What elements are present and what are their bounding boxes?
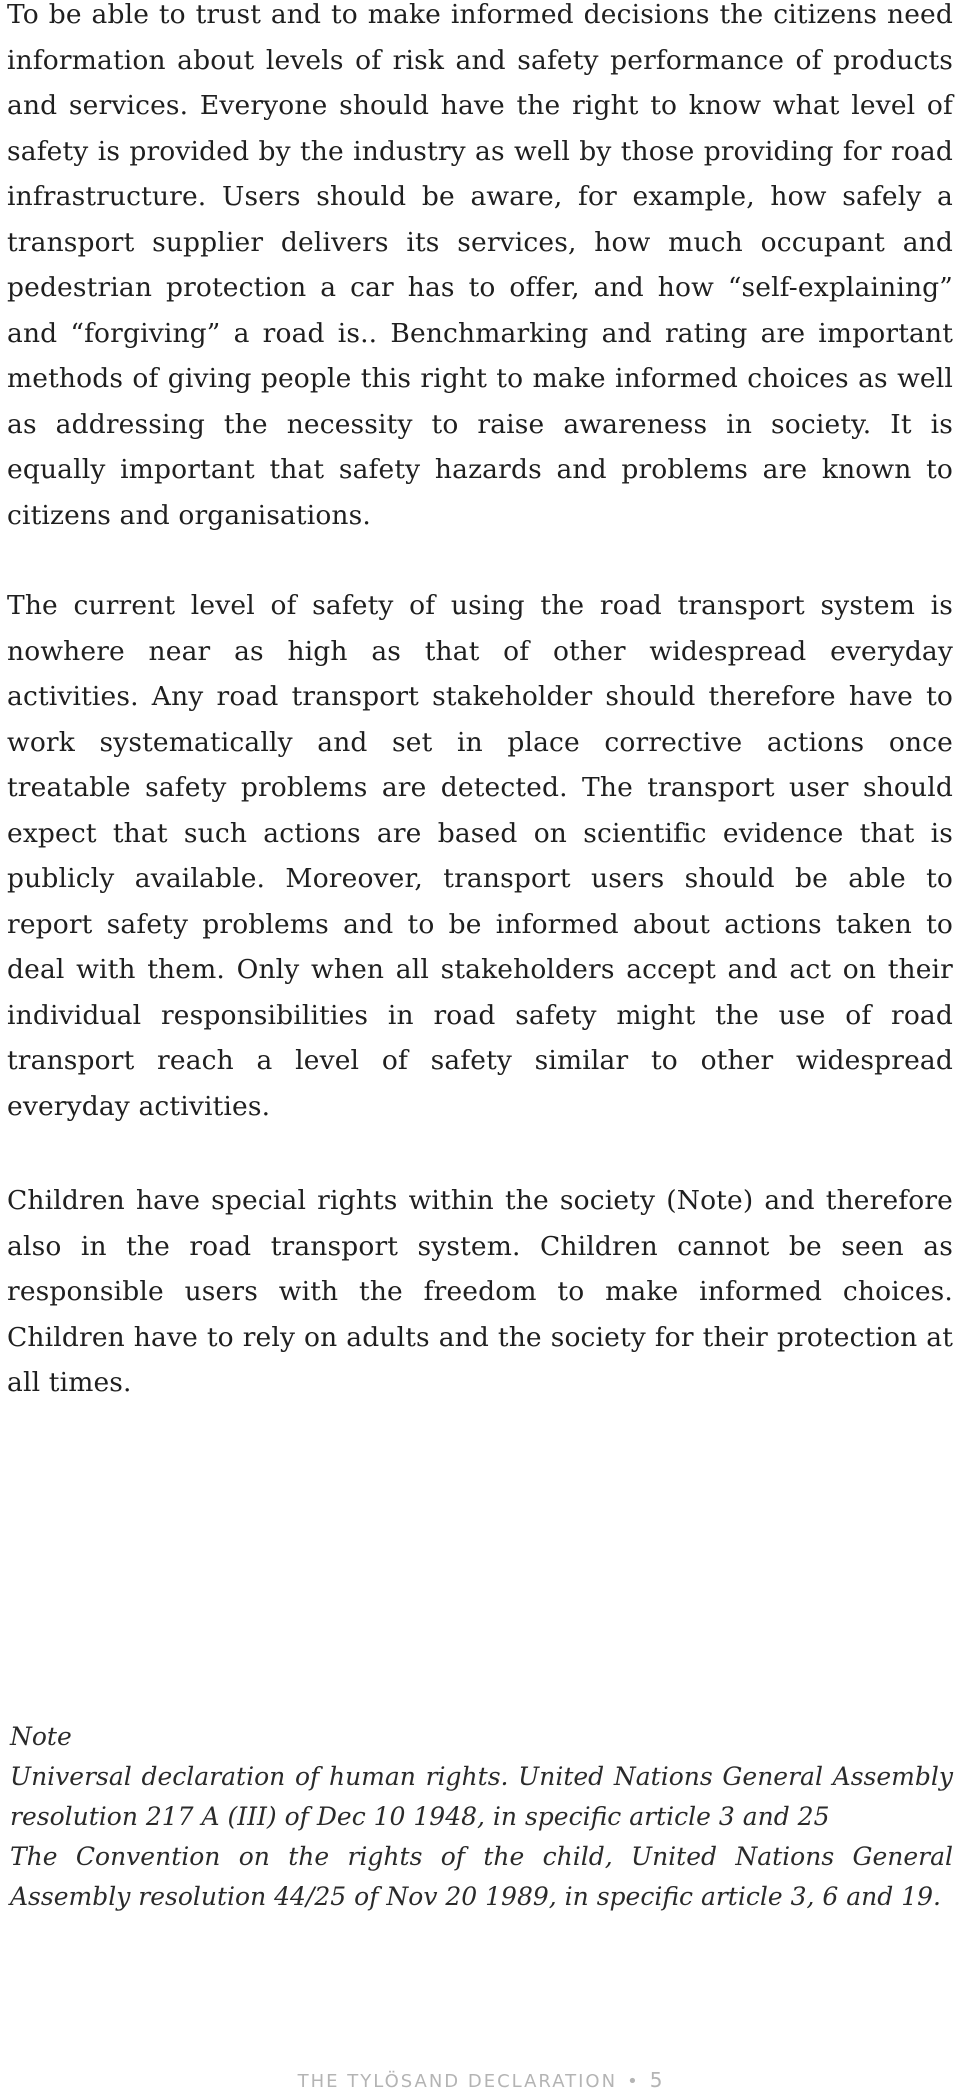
- footnote-line-crc: The Convention on the rights of the child, United Nations General Assembly resolution 44/25 of Nov 20 1989, in specific article 3, 6 and 19.: [10, 1842, 953, 1911]
- body-paragraph-safety-level: The current level of safety of using the road transport system is nowhere near as high as that of other widespread everyday activities. Any road transport stakeholder should therefore have to work systematically and set in place corrective actions once treatable safety problems are detected. The transport user should expect that such actions are based on scientific evidence that is publicly available. Moreover, transport users should be able to report safety problems and to be informed about actions taken to deal with them. Only when all stakeholders accept and act on their individual responsibilities in road safety might the use of road transport reach a level of safety similar to other widespread everyday activities.: [7, 590, 953, 1122]
- footer-separator: •: [627, 2071, 640, 2092]
- page-footer: [0, 2068, 960, 2092]
- page-number: 5: [649, 2068, 663, 2092]
- footnote-line-udhr: Universal declaration of human rights. United Nations General Assembly resolution 217 A (III) of Dec 10 1948, in specific article 3 and 25: [10, 1762, 953, 1831]
- body-paragraph-children: Children have special rights within the society (Note) and therefore also in the road transport system. Children cannot be seen as responsible users with the freedom to make informed choices. Children have to rely on adults and the society for their protection at all times.: [7, 1185, 953, 1398]
- footer-title: THE TYLÖSAND DECLARATION: [297, 2071, 618, 2092]
- footnote: [10, 1717, 953, 1917]
- body-paragraph-rating: To be able to trust and to make informed decisions the citizens need information about levels of risk and safety performance of products and services. Everyone should have the right to know what level of safety is provided by the industry as well by those providing for road infrastructure. Users should be aware, for example, how safely a transport supplier delivers its services, how much occupant and pedestrian protection a car has to offer, and how “self-explaining” and “forgiving” a road is.. Benchmarking and rating are important methods of giving people this right to make informed choices as well as addressing the necessity to raise awareness in society. It is equally important that safety hazards and problems are known to citizens and organisations.: [7, 0, 953, 531]
- footnote-title: Note: [10, 1722, 72, 1751]
